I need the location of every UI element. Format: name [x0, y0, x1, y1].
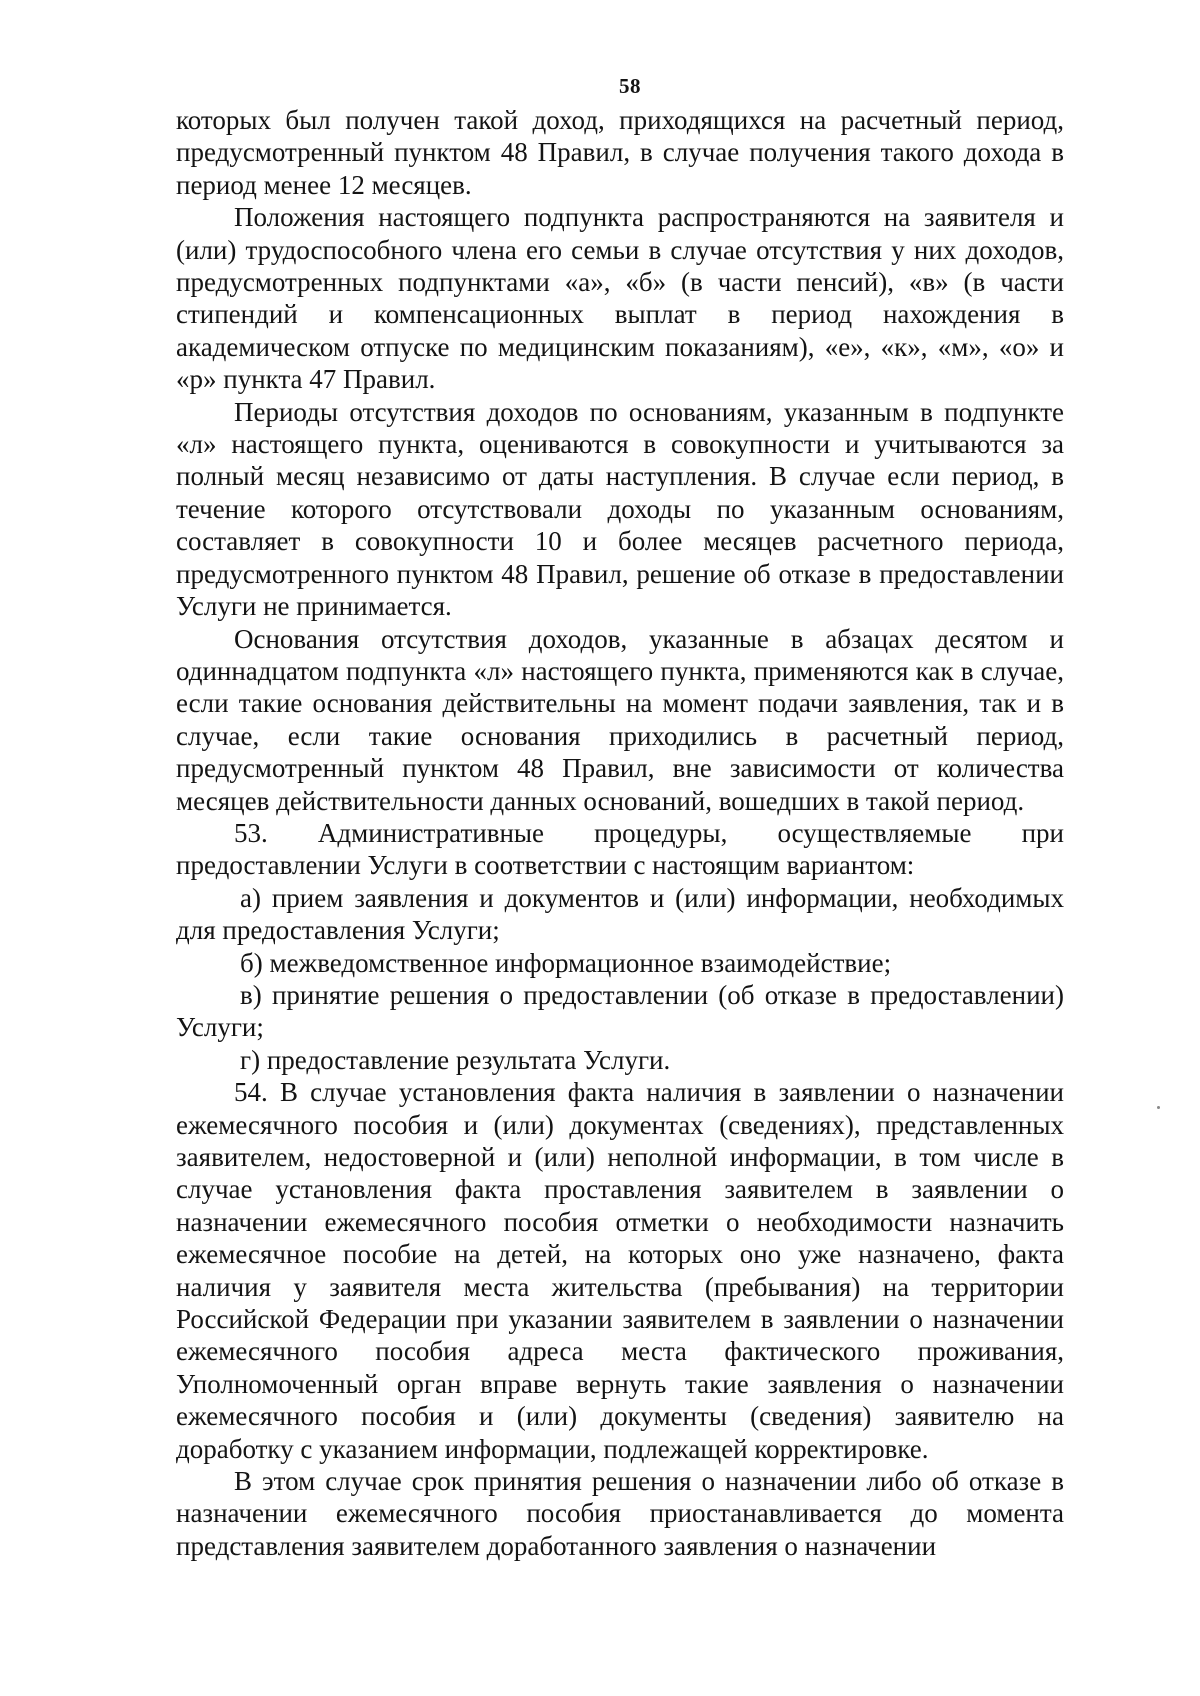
- paragraph-item-53: 53. Административные процедуры, осуществляемые при предоставлении Услуги в соответствии с настоящим вариантом:: [176, 817, 1064, 881]
- scan-speck: [1157, 1106, 1160, 1109]
- paragraph-item-54: 54. В случае установления факта наличия в заявлении о назначении ежемесячного пособия и (или) документах (сведениях), представленных заявителем, недостоверной и (или) неполной информации, в том числе в случае установления факта проставления заявителем в заявлении о назначении ежемесячного пособия отметки о необходимости назначить ежемесячное пособие на детей, на которых оно уже назначено, факта наличия у заявителя места жительства (пребывания) на территории Российской Федерации при указании заявителем в заявлении о назначении ежемесячного пособия адреса места фактического проживания, Уполномоченный орган вправе вернуть такие заявления о назначении ежемесячного пособия и (или) документы (сведения) заявителю на доработку с указанием информации, подлежащей корректировке.: [176, 1077, 1064, 1464]
- list-item-a: а) прием заявления и документов и (или) информации, необходимых для предоставления Услуги;: [176, 882, 1064, 946]
- list-item-v: в) принятие решения о предоставлении (об отказе в предоставлении) Услуги;: [176, 979, 1064, 1043]
- paragraph-suspension: В этом случае срок принятия решения о назначении либо об отказе в назначении ежемесячного пособия приостанавливается до момента представления заявителем доработанного заявления о назначении: [176, 1466, 1064, 1561]
- list-item-b: б) межведомственное информационное взаимодействие;: [240, 947, 892, 978]
- paragraph-income-absence-grounds: Основания отсутствия доходов, указанные в абзацах десятом и одиннадцатом подпункта «л» настоящего пункта, применяются как в случае, если такие основания действительны на момент подачи заявления, так и в случае, если такие основания приходились в расчетный период, предусмотренный пунктом 48 Правил, вне зависимости от количества месяцев действительности данных оснований, вошедших в такой период.: [176, 623, 1064, 816]
- document-body: [176, 104, 1064, 1562]
- paragraph-provisions: Положения настоящего подпункта распространяются на заявителя и (или) трудоспособного члена его семьи в случае отсутствия у них доходов, предусмотренных подпунктами «а», «б» (в части пенсий), «в» (в части стипендий и компенсационных выплат в период нахождения в академическом отпуске по медицинским показаниям), «е», «к», «м», «о» и «р» пункта 47 Правил.: [176, 202, 1064, 395]
- list-item-g: г) предоставление результата Услуги.: [240, 1044, 671, 1075]
- page-number: 58: [619, 74, 641, 98]
- paragraph-continuation: которых был получен такой доход, приходящихся на расчетный период, предусмотренный пунктом 48 Правил, в случае получения такого дохода в период менее 12 месяцев.: [176, 105, 1064, 200]
- paragraph-income-absence-periods: Периоды отсутствия доходов по основаниям, указанным в подпункте «л» настоящего пункта, оцениваются в совокупности и учитываются за полный месяц независимо от даты наступления. В случае если период, в течение которого отсутствовали доходы по указанным основаниям, составляет в совокупности 10 и более месяцев расчетного периода, предусмотренного пунктом 48 Правил, решение об отказе в предоставлении Услуги не принимается.: [176, 396, 1064, 622]
